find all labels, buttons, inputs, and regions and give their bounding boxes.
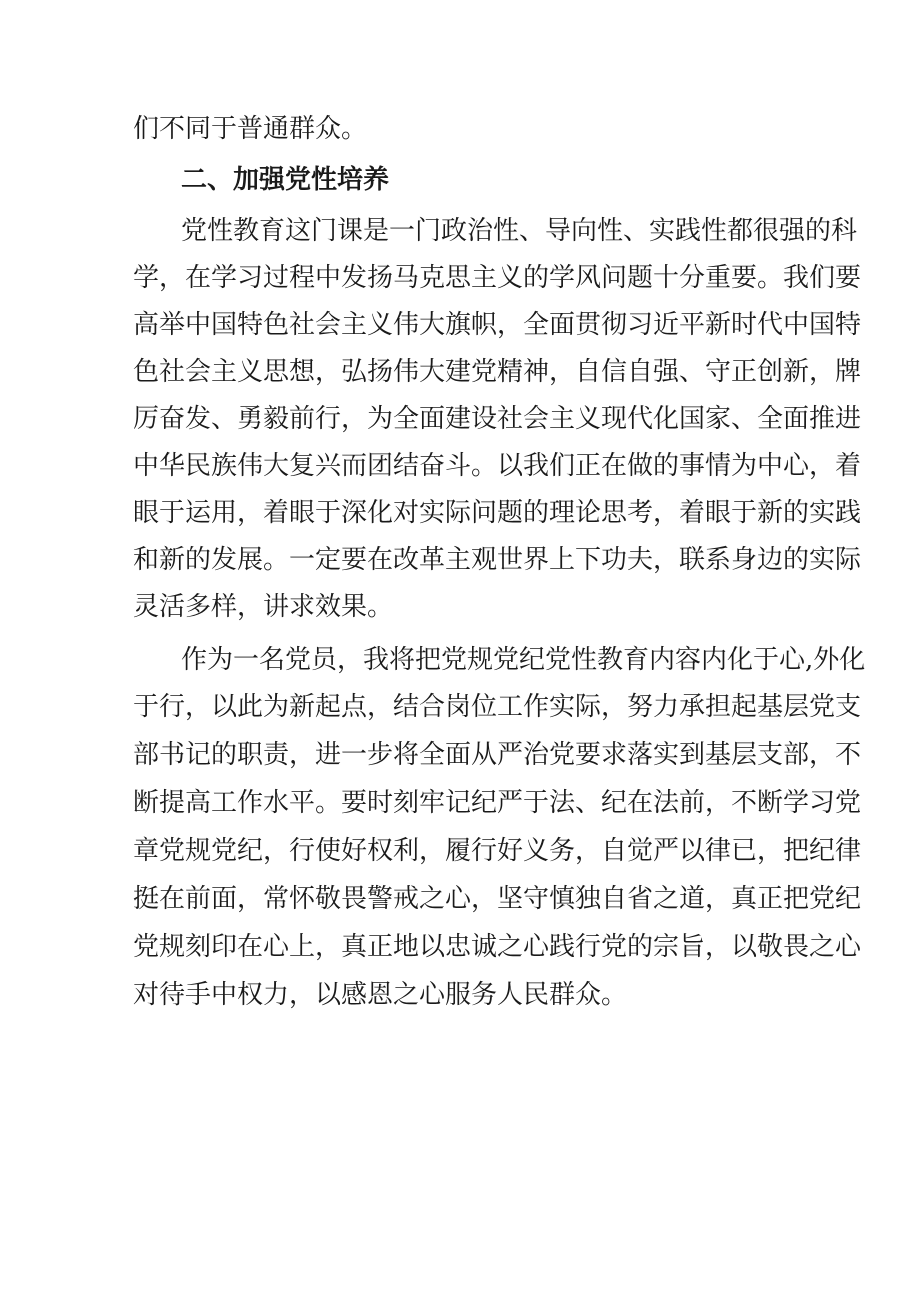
text-line: 断提高工作水平。要时刻牢记纪严于法、纪在法前，不断学习党 — [133, 788, 862, 818]
text-line: 们不同于普通群众。 — [133, 114, 368, 144]
text-line: 作为一名党员，我将把党规党纪党性教育内容内化于心,外化 — [181, 645, 866, 675]
text-line: 和新的发展。一定要在改革主观世界上下功夫，联系身边的实际 — [133, 545, 862, 575]
text-line: 党规刻印在心上，真正地以忠诚之心践行党的宗旨，以敬畏之心 — [133, 932, 862, 962]
text-line: 于行，以此为新起点，结合岗位工作实际，努力承担起基层党支 — [133, 692, 862, 722]
text-line: 灵活多样，讲求效果。 — [133, 592, 394, 622]
section-heading: 二、加强党性培养 — [181, 165, 390, 195]
text-line: 色社会主义思想，弘扬伟大建党精神，自信自强、守正创新，牌 — [133, 357, 862, 387]
text-line: 对待手中权力，以感恩之心服务人民群众。 — [133, 980, 628, 1010]
text-line: 章党规党纪，行使好权利，履行好义务，自觉严以律已，把纪律 — [133, 836, 862, 866]
text-line: 部书记的职责，进一步将全面从严治党要求落实到基层支部，不 — [133, 740, 862, 770]
text-line: 眼于运用，着眼于深化对实际问题的理论思考，着眼于新的实践 — [133, 498, 862, 528]
text-line: 挺在前面，常怀敬畏警戒之心，坚守慎独自省之道，真正把党纪 — [133, 884, 862, 914]
text-line: 党性教育这门课是一门政治性、导向性、实践性都很强的科 — [181, 216, 858, 246]
text-line: 高举中国特色社会主义伟大旗帜，全面贯彻习近平新时代中国特 — [133, 310, 862, 340]
text-line: 厉奋发、勇毅前行，为全面建设社会主义现代化国家、全面推进 — [133, 404, 862, 434]
text-line: 中华民族伟大复兴而团结奋斗。以我们正在做的事情为中心，着 — [133, 451, 862, 481]
text-line: 学，在学习过程中发扬马克思主义的学风问题十分重要。我们要 — [133, 263, 862, 293]
